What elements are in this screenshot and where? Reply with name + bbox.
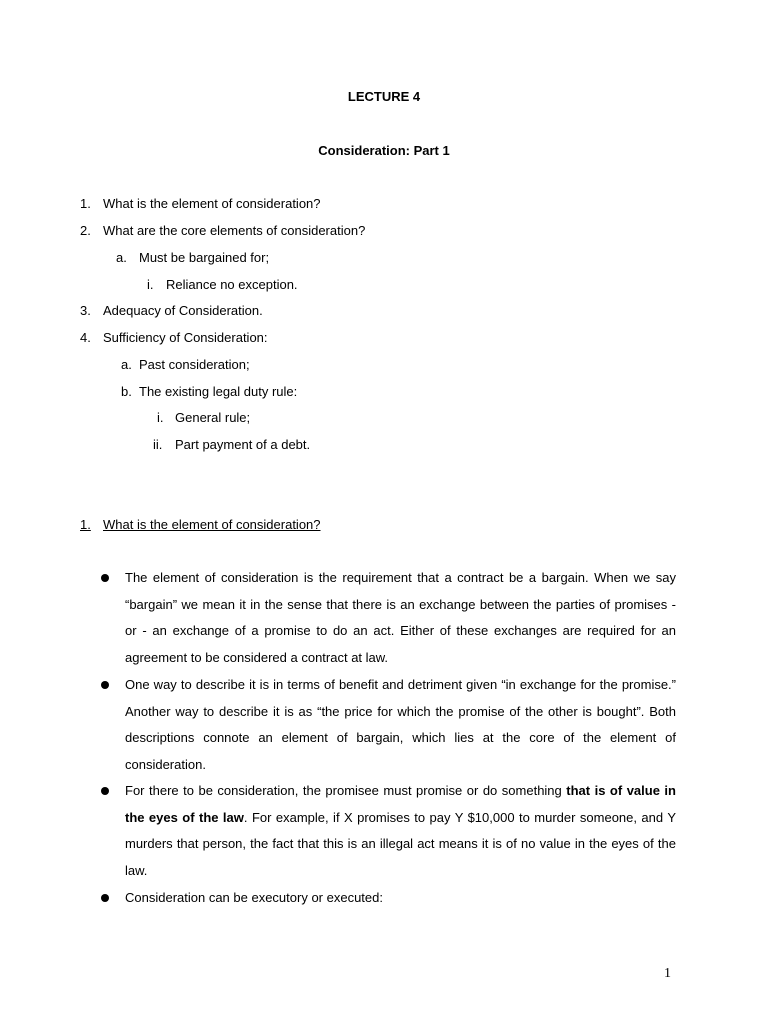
- bullet-dot: [101, 894, 109, 902]
- outline-text: Part payment of a debt.: [175, 437, 311, 452]
- page-number: 1: [664, 966, 671, 981]
- section-number: 1.: [80, 517, 91, 532]
- bullet-paragraph: One way to describe it is in terms of benefit and detriment given “in exchange for the promise.” Another way to describe it is as “the price for which the promise of the other is bought”. Both descriptions connote an element of bargain, which lies at the core of the element of consideration.: [125, 677, 676, 773]
- outline-number: 1.: [80, 196, 91, 211]
- outline-roman: i.: [147, 277, 154, 292]
- outline-letter: b.: [121, 384, 132, 399]
- outline-text: The existing legal duty rule:: [139, 384, 298, 399]
- bullet-paragraph: [125, 778, 676, 885]
- outline-roman: ii.: [153, 437, 163, 452]
- outline-number: 3.: [80, 303, 91, 318]
- outline-text: Must be bargained for;: [139, 250, 270, 265]
- outline-text: Adequacy of Consideration.: [103, 303, 263, 318]
- outline-number: 2.: [80, 223, 91, 238]
- outline-text: Reliance no exception.: [166, 277, 298, 292]
- bullet-paragraph: The element of consideration is the requirement that a contract be a bargain. When we say “bargain” we mean it in the sense that there is an exchange between the parties of promises - or - an exchange of a promise to do an act. Either of these exchanges are required for an agreement to be considered a contract at law.: [125, 570, 676, 666]
- lecture-title: LECTURE 4: [347, 89, 421, 104]
- outline-text: What are the core elements of consideration?: [103, 223, 366, 238]
- outline-text: What is the element of consideration?: [103, 196, 321, 211]
- outline-roman: i.: [157, 410, 164, 425]
- emphasis-text: that is of value in the eyes of the law: [125, 783, 676, 825]
- section-title: What is the element of consideration?: [103, 517, 321, 532]
- outline-number: 4.: [80, 330, 91, 345]
- paragraph-text: . For example, if X promises to pay Y $10,000 to murder someone, and Y murders that person, the fact that this is an illegal act means it is of no value in the eyes of the law.: [125, 809, 676, 879]
- bullet-dot: [101, 574, 109, 582]
- outline-text: Sufficiency of Consideration:: [103, 330, 268, 345]
- lecture-subtitle: Consideration: Part 1: [318, 143, 450, 158]
- outline-letter: a.: [121, 357, 132, 372]
- paragraph-text: For there to be consideration, the promisee must promise or do something: [125, 783, 567, 798]
- bullet-dot: [101, 681, 109, 689]
- bullet-dot: [101, 787, 109, 795]
- outline-text: General rule;: [175, 410, 251, 425]
- bullet-paragraph: Consideration can be executory or executed:: [125, 890, 383, 905]
- outline-text: Past consideration;: [139, 357, 250, 372]
- outline-letter: a.: [116, 250, 127, 265]
